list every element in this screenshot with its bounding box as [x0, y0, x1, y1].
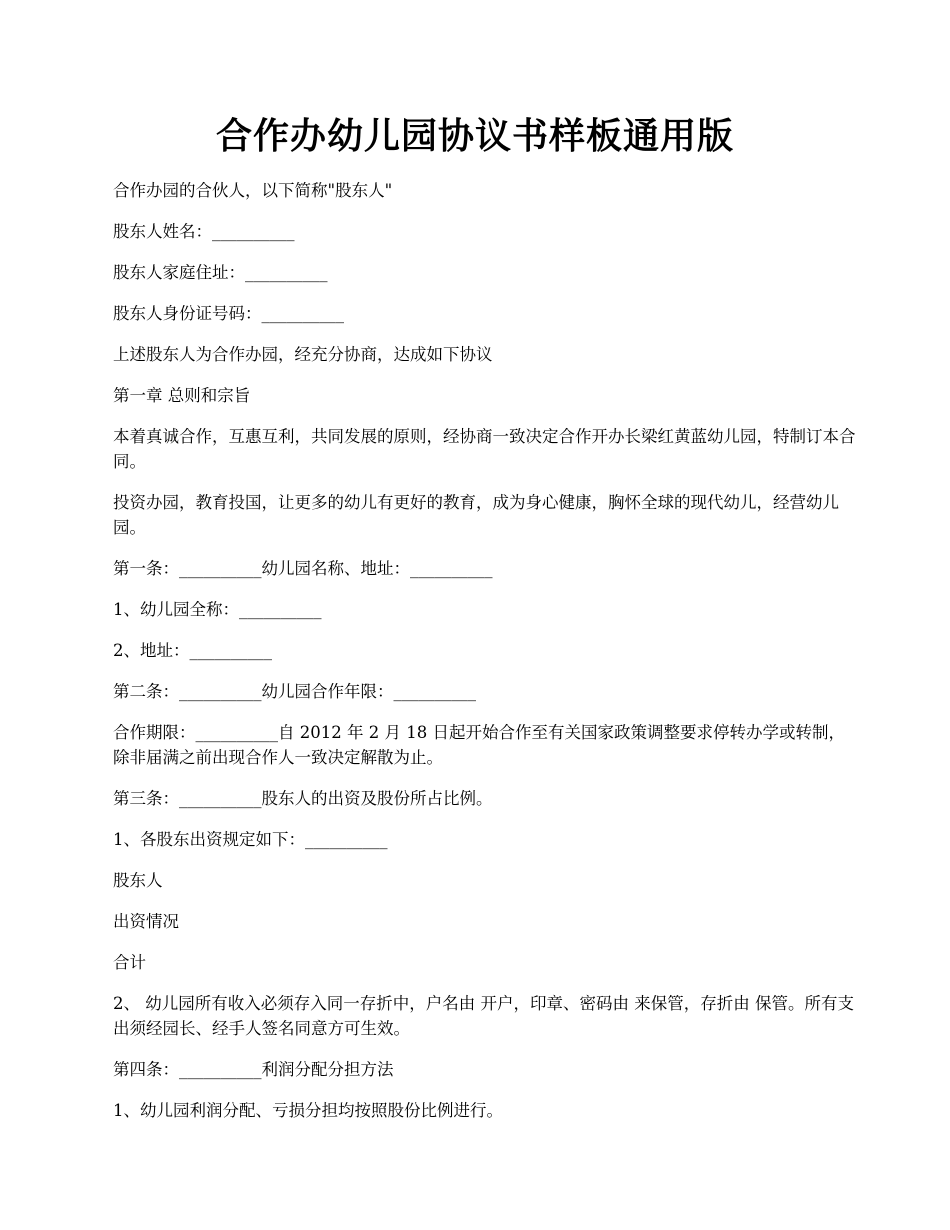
capital-contribution-line: 1、各股东出资规定如下：__________	[113, 830, 388, 849]
contribution-label: 出资情况	[113, 912, 179, 931]
principle-paragraph: 本着真诚合作，互惠互利，共同发展的原则，经协商一致决定合作开办长梁红黄蓝幼儿园，特制订本合同。	[113, 427, 856, 471]
shareholder-address-line: 股东人家庭住址：__________	[113, 263, 328, 282]
document-title: 合作办幼儿园协议书样板通用版	[215, 115, 734, 157]
purpose-paragraph: 投资办园，教育投国，让更多的幼儿有更好的教育，成为身心健康，胸怀全球的现代幼儿，经营幼儿园。	[113, 493, 839, 537]
article-two-heading: 第二条：__________幼儿园合作年限：__________	[113, 682, 476, 701]
shareholder-id-line: 股东人身份证号码：__________	[113, 304, 344, 323]
article-four-heading: 第四条：__________利润分配分担方法	[113, 1060, 394, 1079]
chapter-heading: 第一章 总则和宗旨	[113, 386, 251, 405]
income-deposit-paragraph: 2、 幼儿园所有收入必须存入同一存折中，户名由 开户，印章、密码由 来保管，存折由 保管。所有支出须经园长、经手人签名同意方可生效。	[113, 994, 854, 1038]
document-body	[113, 178, 858, 1139]
article-one-heading: 第一条：__________幼儿园名称、地址：__________	[113, 559, 493, 578]
cooperation-term-paragraph: 合作期限：__________自 2012 年 2 月 18 日起开始合作至有关国家政策调整要求停转办学或转制，除非届满之前出现合作人一致决定解散为止。	[113, 723, 845, 767]
article-three-heading: 第三条：__________股东人的出资及股份所占比例。	[113, 789, 493, 808]
shareholder-label: 股东人	[113, 871, 163, 890]
total-label: 合计	[113, 953, 146, 972]
kindergarten-full-name-line: 1、幼儿园全称：__________	[113, 600, 322, 619]
kindergarten-address-line: 2、地址：__________	[113, 641, 272, 660]
shareholder-name-line: 股东人姓名：__________	[113, 222, 295, 241]
profit-sharing-line: 1、幼儿园利润分配、亏损分担均按照股份比例进行。	[113, 1101, 503, 1120]
intro-paragraph: 合作办园的合伙人，以下简称"股东人"	[113, 181, 393, 200]
agreement-intro: 上述股东人为合作办园，经充分协商，达成如下协议	[113, 345, 493, 364]
